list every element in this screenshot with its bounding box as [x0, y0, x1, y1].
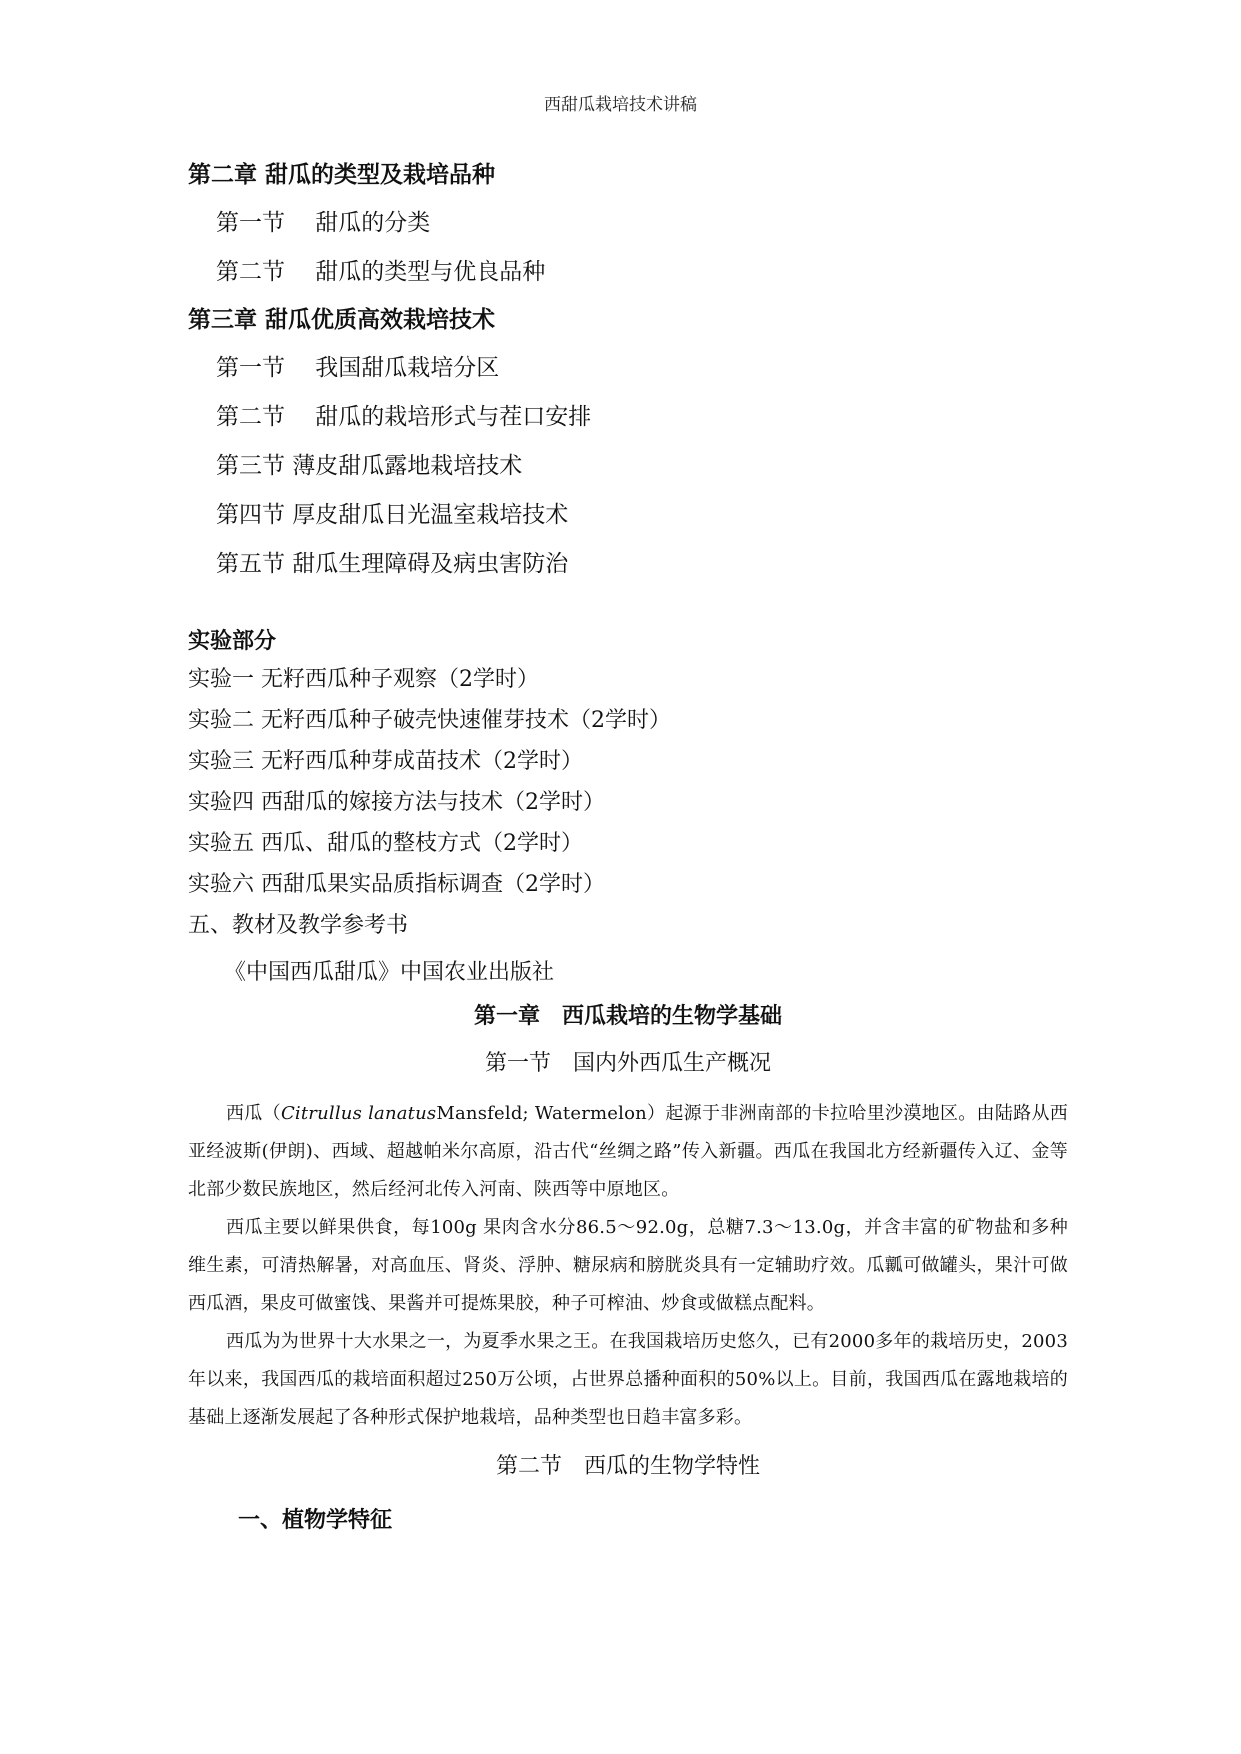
- reference-book: 《中国西瓜甜瓜》中国农业出版社: [224, 960, 555, 985]
- toc-section: 第四节 厚皮甜瓜日光温室栽培技术: [216, 502, 569, 528]
- chapter-heading: 第三章 甜瓜优质高效栽培技术: [188, 307, 496, 333]
- body-paragraph: [188, 1095, 1068, 1209]
- toc-section: 第二节 甜瓜的类型与优良品种: [216, 259, 546, 285]
- body-paragraph: 西瓜主要以鲜果供食，每100g 果肉含水分86.5～92.0g，总糖7.3～13.0g，并含丰富的矿物盐和多种维生素，可清热解暑，对高血压、肾炎、浮肿、糖尿病和膀胱炎具有一定辅助疗效。瓜瓤可做罐头，果汁可做西瓜酒，果皮可做蜜饯、果酱并可提炼果胶，种子可榨油、炒食或做糕点配料。: [188, 1217, 1068, 1314]
- latin-name: Citrullus lanatus: [280, 1103, 437, 1124]
- paragraph-text: 西瓜（: [226, 1103, 281, 1124]
- chapter-heading: 第二章 甜瓜的类型及栽培品种: [188, 162, 496, 188]
- subheading: 一、植物学特征: [238, 1508, 393, 1533]
- toc-section: 第五节 甜瓜生理障碍及病虫害防治: [216, 551, 569, 577]
- experiment-item: 实验四 西甜瓜的嫁接方法与技术（2学时）: [188, 790, 605, 815]
- running-header: 西甜瓜栽培技术讲稿: [544, 95, 697, 115]
- section-title: 第一节 国内外西瓜生产概况: [484, 1051, 771, 1076]
- page-content: [188, 158, 1068, 1538]
- experiments-heading: 实验部分: [188, 629, 277, 654]
- chapter-title: 第一章 西瓜栽培的生物学基础: [473, 1004, 782, 1029]
- experiment-item: 实验五 西瓜、甜瓜的整枝方式（2学时）: [188, 831, 583, 856]
- body-paragraph: 西瓜为为世界十大水果之一，为夏季水果之王。在我国栽培历史悠久，已有2000多年的栽培历史，2003年以来，我国西瓜的栽培面积超过250万公顷，占世界总播种面积的50%以上。目前，我国西瓜在露地栽培的基础上逐渐发展起了各种形式保护地栽培，品种类型也日趋丰富多彩。: [188, 1331, 1068, 1428]
- references-heading: 五、教材及教学参考书: [188, 913, 409, 938]
- experiment-item: 实验六 西甜瓜果实品质指标调查（2学时）: [188, 872, 605, 897]
- experiment-item: 实验三 无籽西瓜种芽成苗技术（2学时）: [188, 749, 583, 774]
- toc-section: 第一节 我国甜瓜栽培分区: [216, 355, 500, 381]
- toc-section: 第三节 薄皮甜瓜露地栽培技术: [216, 453, 523, 479]
- experiment-item: 实验一 无籽西瓜种子观察（2学时）: [188, 667, 539, 692]
- toc-section: 第一节 甜瓜的分类: [216, 210, 431, 236]
- toc-section: 第二节 甜瓜的栽培形式与茬口安排: [216, 404, 592, 430]
- section-title: 第二节 西瓜的生物学特性: [495, 1454, 760, 1479]
- paragraph-text: Mansfeld; Watermelon）起源于非洲南部的卡拉哈里沙漠地区。由陆路从西亚经波斯(伊朗)、西域、超越帕米尔高原，沿古代“丝绸之路”传入新疆。西瓜在我国北方经新疆传入辽、金等北部少数民族地区，然后经河北传入河南、陕西等中原地区。: [188, 1103, 1068, 1200]
- experiment-item: 实验二 无籽西瓜种子破壳快速催芽技术（2学时）: [188, 708, 671, 733]
